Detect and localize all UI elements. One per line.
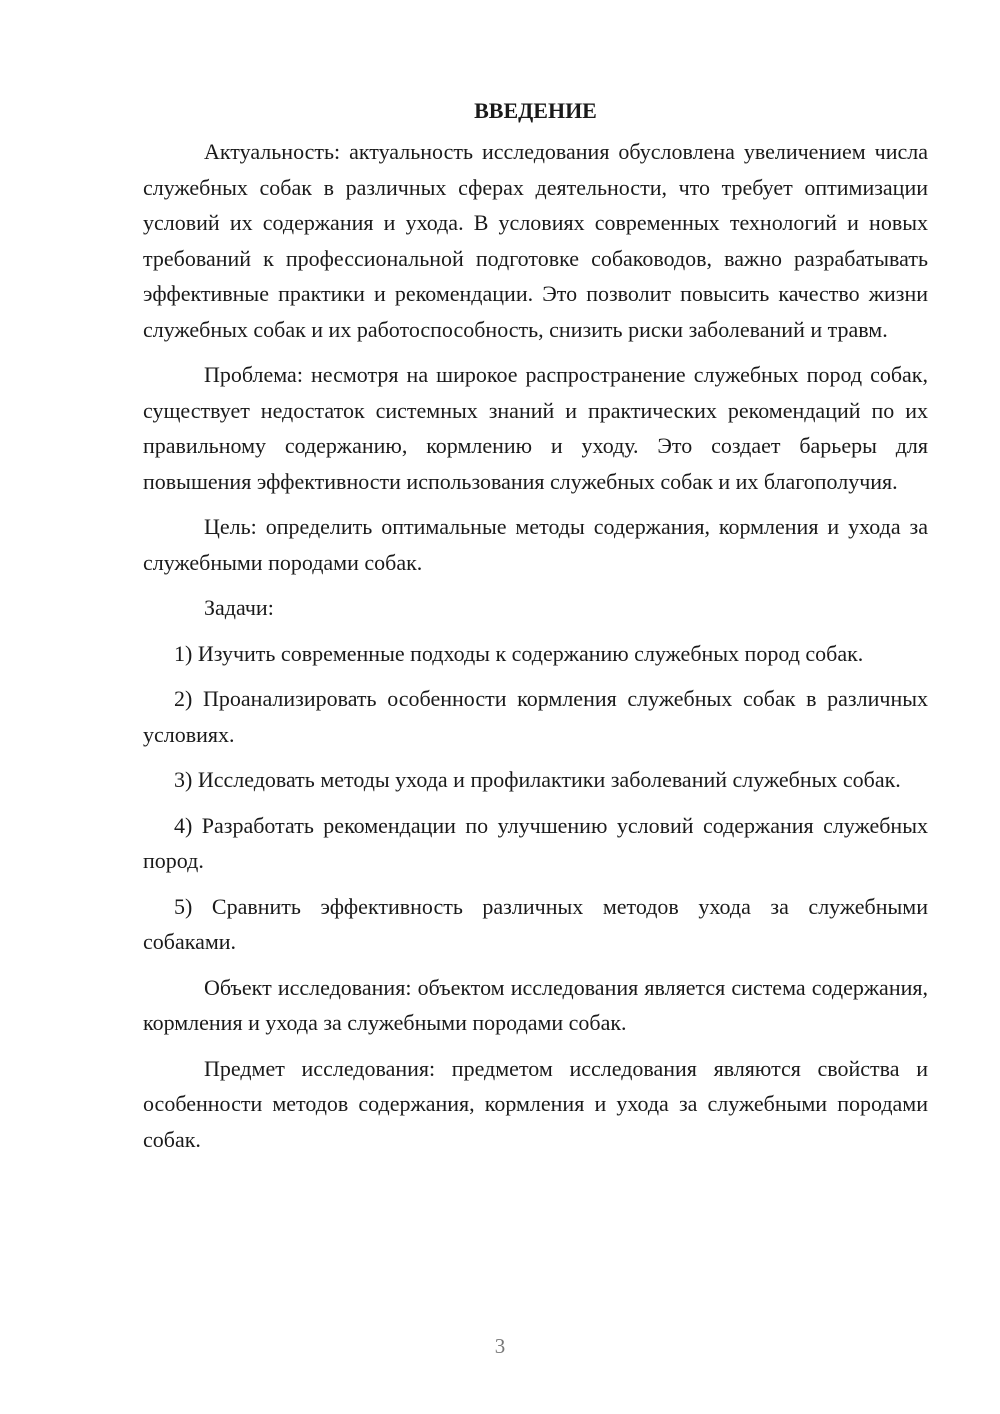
- paragraph-problem: Проблема: несмотря на широкое распространение служебных пород собак, существует недостаток системных знаний и практических рекомендаций по их правильному содержанию, кормлению и уходу. Это создает барьеры для повышения эффективности использования служебных собак и их благополучия.: [143, 362, 928, 494]
- task-item: 4) Разработать рекомендации по улучшению условий содержания служебных пород.: [143, 812, 928, 873]
- task-item: 5) Сравнить эффективность различных методов ухода за служебными собаками.: [143, 893, 928, 954]
- task-item: 1) Изучить современные подходы к содержанию служебных пород собак.: [174, 640, 864, 666]
- page-number: 3: [494, 1334, 506, 1358]
- paragraph-goal: Цель: определить оптимальные методы содержания, кормления и ухода за служебными породами собак.: [143, 514, 928, 575]
- task-item: 2) Проанализировать особенности кормления служебных собак в различных условиях.: [143, 686, 928, 747]
- paragraph-object: Объект исследования: объектом исследования является система содержания, кормления и ухода за служебными породами собак.: [143, 974, 928, 1035]
- document-page: [143, 94, 928, 1167]
- task-item: 3) Исследовать методы ухода и профилактики заболеваний служебных собак.: [174, 767, 901, 792]
- paragraph-relevance: Актуальность: актуальность исследования обусловлена увеличением числа служебных собак в различных сферах деятельности, что требует оптимизации условий их содержания и ухода. В условиях современных технологий и новых требований к профессиональной подготовке собаководов, важно разрабатывать эффективные практики и рекомендации. Это позволит повысить качество жизни служебных собак и их работоспособность, снизить риски заболеваний и травм.: [143, 139, 928, 342]
- paragraph-tasks-label: Задачи:: [204, 595, 274, 620]
- section-heading: ВВЕДЕНИЕ: [474, 98, 597, 123]
- paragraph-subject: Предмет исследования: предметом исследования являются свойства и особенности методов содержания, кормления и ухода за служебными породами собак.: [143, 1055, 928, 1152]
